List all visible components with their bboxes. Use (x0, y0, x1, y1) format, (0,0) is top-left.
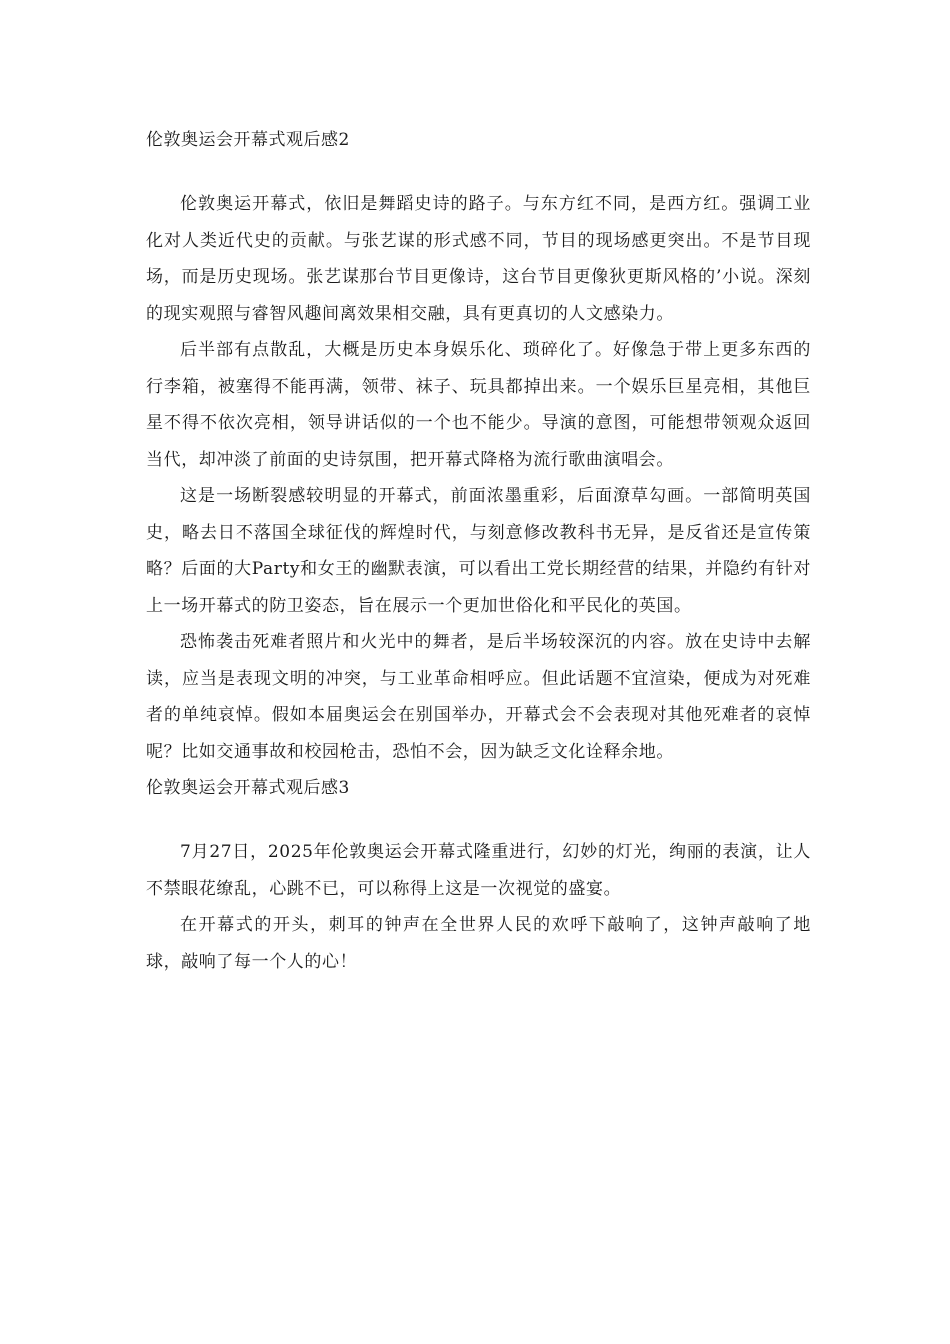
paragraph: 这是一场断裂感较明显的开幕式，前面浓墨重彩，后面潦草勾画。一部简明英国史，略去日不落国全球征伐的辉煌时代，与刻意修改教科书无异，是反省还是宣传策略？后面的大Party和女王的幽默表演，可以看出工党长期经营的结果，并隐约有针对上一场开幕式的防卫姿态，旨在展示一个更加世俗化和平民化的英国。 (146, 486, 811, 616)
section-title: 伦敦奥运会开幕式观后感2 (146, 130, 350, 150)
paragraph: 恐怖袭击死难者照片和火光中的舞者，是后半场较深沉的内容。放在史诗中去解读，应当是表现文明的冲突，与工业革命相呼应。但此话题不宜渲染，便成为对死难者的单纯哀悼。假如本届奥运会在别国举办，开幕式会不会表现对其他死难者的哀悼呢？比如交通事故和校园枪击，恐怕不会，因为缺乏文化诠释余地。 (146, 632, 811, 762)
paragraph: 伦敦奥运开幕式，依旧是舞蹈史诗的路子。与东方红不同，是西方红。强调工业化对人类近代史的贡献。与张艺谋的形式感不同，节目的现场感更突出。不是节目现场，而是历史现场。张艺谋那台节目更像诗，这台节目更像狄更斯风格的’小说。深刻的现实观照与睿智风趣间离效果相交融，具有更真切的人文感染力。 (146, 194, 811, 324)
essay-section-2 (146, 122, 811, 770)
document-body (146, 122, 811, 980)
paragraph: 在开幕式的开头，刺耳的钟声在全世界人民的欢呼下敲响了，这钟声敲响了地球，敲响了每一个人的心！ (146, 915, 811, 972)
essay-section-3 (146, 770, 811, 980)
section-title: 伦敦奥运会开幕式观后感3 (146, 778, 350, 798)
paragraph: 7月27日，2025年伦敦奥运会开幕式隆重进行，幻妙的灯光，绚丽的表演，让人不禁眼花缭乱，心跳不已，可以称得上这是一次视觉的盛宴。 (146, 842, 811, 899)
paragraph: 后半部有点散乱，大概是历史本身娱乐化、琐碎化了。好像急于带上更多东西的行李箱，被塞得不能再满，领带、袜子、玩具都掉出来。一个娱乐巨星亮相，其他巨星不得不依次亮相，领导讲话似的一个也不能少。导演的意图，可能想带领观众返回当代，却冲淡了前面的史诗氛围，把开幕式降格为流行歌曲演唱会。 (146, 340, 811, 470)
